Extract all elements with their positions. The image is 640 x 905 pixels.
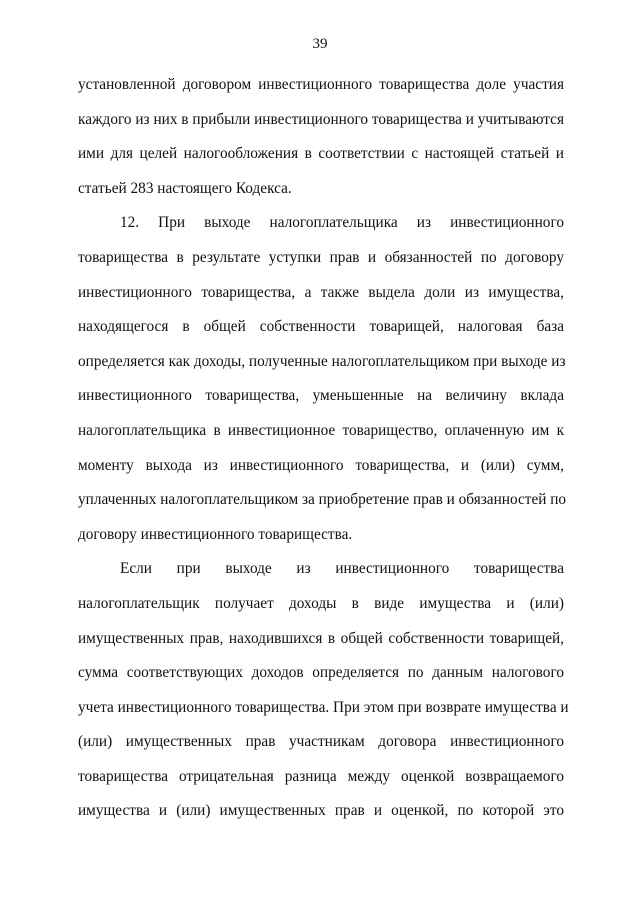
- text-line: (или) имущественных прав участникам договора инвестиционного: [78, 733, 564, 751]
- text-line: имущественных прав, находившихся в общей собственности товарищей,: [78, 629, 564, 647]
- text-line: каждого из них в прибыли инвестиционного товарищества и учитываются: [78, 110, 564, 128]
- text-line: статьей 283 настоящего Кодекса.: [78, 179, 292, 197]
- text-line: налогоплательщик получает доходы в виде имущества и (или): [78, 594, 564, 612]
- text-line: товарищества отрицательная разница между оценкой возвращаемого: [78, 767, 564, 785]
- text-line: имущества и (или) имущественных прав и оценкой, по которой это: [78, 802, 564, 820]
- text-line: договору инвестиционного товарищества.: [78, 525, 353, 543]
- text-line: учета инвестиционного товарищества. При этом при возврате имущества и: [78, 698, 569, 716]
- document-body: [78, 68, 569, 829]
- text-line: товарищества в результате уступки прав и обязанностей по договору: [78, 248, 564, 266]
- text-line: сумма соответствующих доходов определяется по данным налогового: [78, 664, 564, 682]
- text-line: ими для целей налогообложения в соответствии с настоящей статьей и: [78, 145, 564, 163]
- page-number: 39: [312, 36, 328, 52]
- text-line: уплаченных налогоплательщиком за приобретение прав и обязанностей по: [78, 491, 567, 509]
- text-line: определяется как доходы, полученные налогоплательщиком при выходе из: [78, 352, 566, 370]
- text-line: 12. При выходе налогоплательщика из инвестиционного: [120, 214, 564, 232]
- text-line: инвестиционного товарищества, а также выдела доли из имущества,: [78, 283, 564, 301]
- text-line: моменту выхода из инвестиционного товарищества, и (или) сумм,: [78, 456, 564, 474]
- text-line: инвестиционного товарищества, уменьшенные на величину вклада: [78, 387, 564, 405]
- text-line: Если при выходе из инвестиционного товарищества: [120, 560, 564, 578]
- text-line: налогоплательщика в инвестиционное товарищество, оплаченную им к: [78, 421, 564, 439]
- text-line: находящегося в общей собственности товарищей, налоговая база: [78, 318, 564, 336]
- text-line: установленной договором инвестиционного товарищества доле участия: [78, 76, 564, 93]
